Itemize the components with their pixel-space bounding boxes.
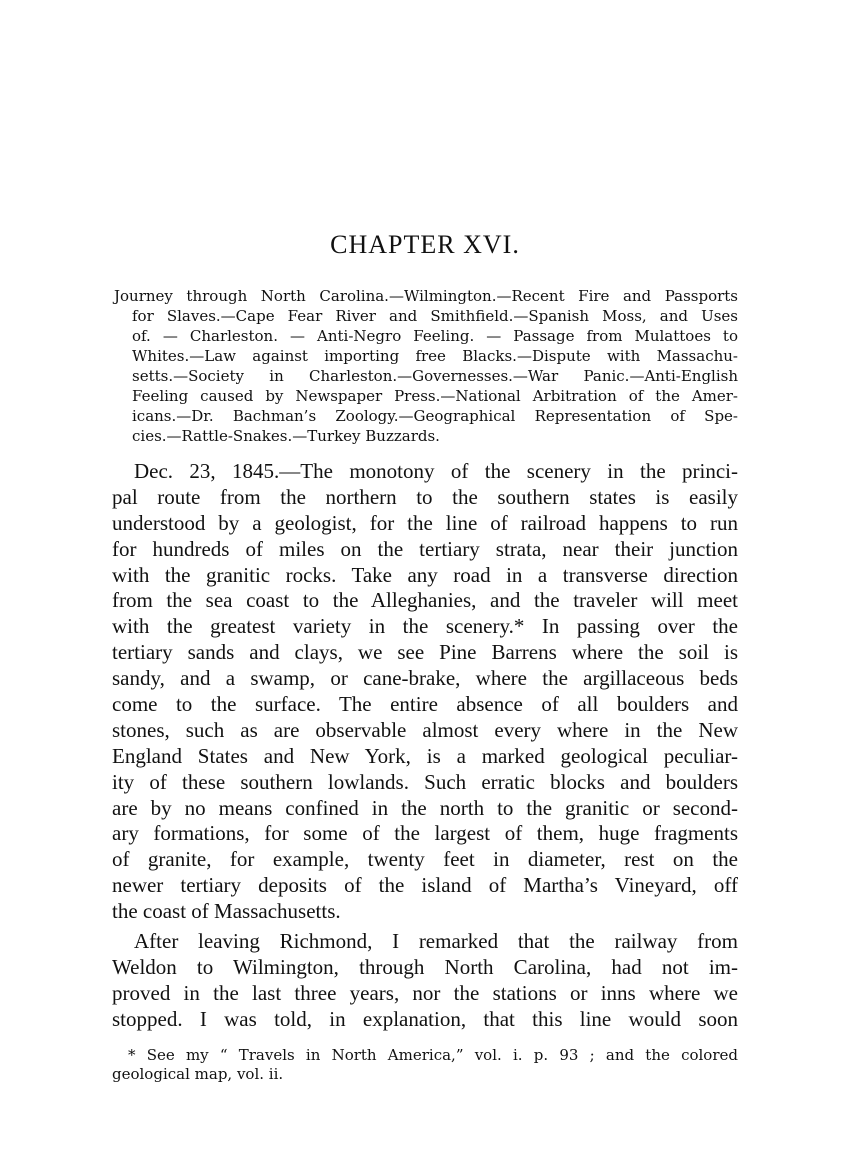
summary-line: icans.—Dr. Bachman’s Zoology.—Geographical Representation of Spe- [132, 407, 738, 425]
footnote-line: * See my “ Travels in North America,” vol. i. p. 93 ; and the colored [128, 1046, 738, 1064]
body-line: the coast of Massachusetts. [112, 899, 341, 924]
body-line: pal route from the northern to the southern states is easily [112, 484, 738, 509]
body-line: newer tertiary deposits of the island of Martha’s Vineyard, off [112, 873, 738, 898]
body-line: sandy, and a swamp, or cane-brake, where the argillaceous beds [112, 666, 738, 691]
body-line: for hundreds of miles on the tertiary strata, near their junction [112, 536, 738, 561]
body-line: stopped. I was told, in explanation, that this line would soon [112, 1006, 738, 1031]
summary-line: setts.—Society in Charleston.—Governesses.—War Panic.—Anti-English [132, 367, 738, 385]
body-line: After leaving Richmond, I remarked that the railway from [134, 929, 738, 953]
body-paragraph [112, 929, 738, 1033]
body-line: proved in the last three years, nor the stations or inns where we [112, 980, 738, 1005]
chapter-title: CHAPTER XVI. [330, 230, 520, 259]
body-line: Dec. 23, 1845.—The monotony of the scenery in the princi- [134, 459, 738, 483]
summary-line: cies.—Rattle-Snakes.—Turkey Buzzards. [132, 427, 440, 445]
summary-line: Journey through North Carolina.—Wilmington.—Recent Fire and Passports [114, 287, 738, 305]
body-line: Weldon to Wilmington, through North Carolina, had not im- [112, 954, 738, 979]
body-paragraph [112, 459, 738, 925]
summary-line: of. — Charleston. — Anti-Negro Feeling. — Passage from Mulattoes to [132, 327, 738, 345]
body-line: understood by a geologist, for the line of railroad happens to run [112, 510, 738, 535]
footnote-line: geological map, vol. ii. [112, 1065, 284, 1083]
footnote [112, 1046, 738, 1084]
body-line: of granite, for example, twenty feet in diameter, rest on the [112, 847, 738, 872]
summary-line: Feeling caused by Newspaper Press.—National Arbitration of the Amer- [132, 387, 738, 405]
body-line: with the greatest variety in the scenery.* In passing over the [112, 614, 738, 639]
body-line: tertiary sands and clays, we see Pine Barrens where the soil is [112, 640, 738, 665]
body-line: from the sea coast to the Alleghanies, and the traveler will meet [112, 588, 738, 613]
body-line: ity of these southern lowlands. Such erratic blocks and boulders [112, 769, 738, 794]
body-line: stones, such as are observable almost every where in the New [112, 717, 738, 742]
body-line: England States and New York, is a marked geological peculiar- [112, 743, 738, 768]
summary-line: for Slaves.—Cape Fear River and Smithfield.—Spanish Moss, and Uses [132, 307, 738, 325]
body-line: ary formations, for some of the largest of them, huge fragments [112, 821, 738, 846]
body-line: with the granitic rocks. Take any road in a transverse direction [112, 562, 738, 587]
body-line: are by no means confined in the north to the granitic or second- [112, 795, 738, 820]
body-line: come to the surface. The entire absence of all boulders and [112, 692, 738, 717]
summary-line: Whites.—Law against importing free Blacks.—Dispute with Massachu- [132, 347, 738, 365]
chapter-summary [114, 286, 738, 446]
